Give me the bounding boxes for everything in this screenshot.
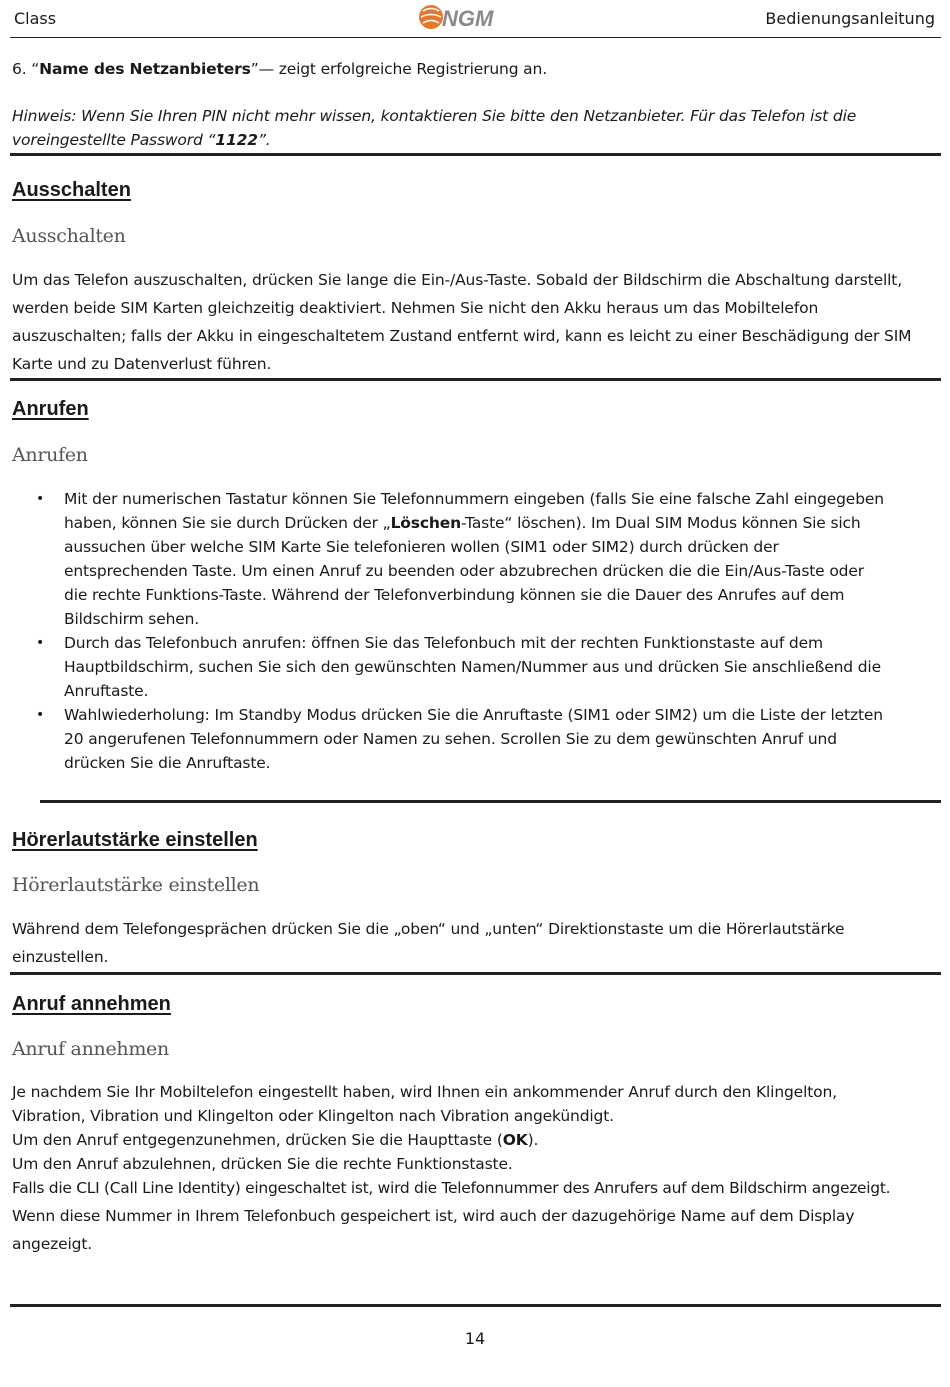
subheading-ausschalten: Ausschalten xyxy=(12,225,126,247)
bullet-icon: • xyxy=(36,491,45,507)
bullet-icon: • xyxy=(36,707,45,723)
heading-annehmen: Anruf annehmen xyxy=(12,993,171,1015)
footer-rule xyxy=(10,1304,941,1307)
subheading-anrufen: Anrufen xyxy=(12,444,88,466)
hint-line-2: voreingestellte Password “1122”. xyxy=(12,131,271,149)
ausschalten-paragraph: Um das Telefon auszuschalten, drücken Sie lange die Ein-/Aus-Taste. Sobald der Bildschirm die Abschaltung darstellt, werden beide SIM Karten gleichzeitig deaktiviert. Nehmen Sie nicht den Akku heraus um das Mobiltelefon auszuschalten; falls der Akku in eingeschaltetem Zustand entfernt wird, kann es leicht zu einer Beschädigung der SIM Karte und zu Datenverlust führen. xyxy=(12,271,912,373)
lautstaerke-paragraph: Während dem Telefongesprächen drücken Sie die „oben“ und „unten“ Direktionstaste um die Hörerlautstärke einzustellen. xyxy=(12,920,845,966)
hint-line-1: Hinweis: Wenn Sie Ihren PIN nicht mehr wissen, kontaktieren Sie bitte den Netzanbieter. Für das Telefon ist die xyxy=(12,107,857,125)
section-divider xyxy=(10,153,941,156)
list-item: • Mit der numerischen Tastatur können Sie Telefonnummern eingeben (falls Sie eine falsche Zahl eingegeben haben, können Sie sie durch Drücken der „Löschen-Taste“ löschen). Im Dual SIM Modus können Sie sich aussuchen über welche SIM Karte Sie telefonieren wollen (SIM1 oder SIM2) durch drücken der entsprechenden Taste. Um einen Anruf zu beenden oder abzubrechen drücken die die Ein/Aus-Taste oder die rechte Funktions-Taste. Während der Telefonverbindung können sie die Dauer des Anrufes auf dem Bildschirm sehen. xyxy=(0,487,940,631)
bullet-icon: • xyxy=(36,635,45,651)
step-6-line: 6. “Name des Netzanbieters”— zeigt erfolgreiche Registrierung an. xyxy=(12,60,547,78)
section-divider xyxy=(40,800,941,803)
section-divider xyxy=(10,378,941,381)
header-rule xyxy=(10,37,941,38)
subheading-lautstaerke: Hörerlautstärke einstellen xyxy=(12,874,260,896)
header-right-label: Bedienungsanleitung xyxy=(765,9,935,28)
list-item: • Durch das Telefonbuch anrufen: öffnen Sie das Telefonbuch mit der rechten Funktionstaste auf dem Hauptbildschirm, suchen Sie sich den gewünschten Namen/Nummer aus und drücken Sie anschließend die Anruftaste. xyxy=(0,631,940,703)
anrufen-bullet-list xyxy=(0,487,940,775)
heading-lautstaerke: Hörerlautstärke einstellen xyxy=(12,829,258,851)
logo-text: NGM xyxy=(442,6,494,31)
page-number: 14 xyxy=(464,1329,486,1348)
list-item: • Wahlwiederholung: Im Standby Modus drücken Sie die Anruftaste (SIM1 oder SIM2) um die Liste der letzten 20 angerufenen Telefonnummern oder Namen zu sehen. Scrollen Sie zu dem gewünschten Anruf und drücken Sie die Anruftaste. xyxy=(0,703,940,775)
section-divider xyxy=(10,972,941,975)
heading-anrufen: Anrufen xyxy=(12,398,89,420)
header-left-label: Class xyxy=(14,9,57,28)
heading-ausschalten: Ausschalten xyxy=(12,179,131,201)
ngm-logo xyxy=(418,2,522,32)
annehmen-paragraph: Je nachdem Sie Ihr Mobiltelefon eingestellt haben, wird Ihnen ein ankommender Anruf durch den Klingelton, Vibration, Vibration und Klingelton oder Klingelton nach Vibration angekündigt. Um den Anruf entgegenzunehmen, drücken Sie die Haupttaste (OK). Um den Anruf abzulehnen, drücken Sie die rechte Funktionstaste. Falls die CLI (Call Line Identity) eingeschaltet ist, wird die Telefonnummer des Anrufers auf dem Bildschirm angezeigt. Wenn diese Nummer in Ihrem Telefonbuch gespeichert ist, wird auch der dazugehörige Name auf dem Display angezeigt. xyxy=(12,1083,891,1253)
subheading-annehmen: Anruf annehmen xyxy=(12,1038,169,1060)
